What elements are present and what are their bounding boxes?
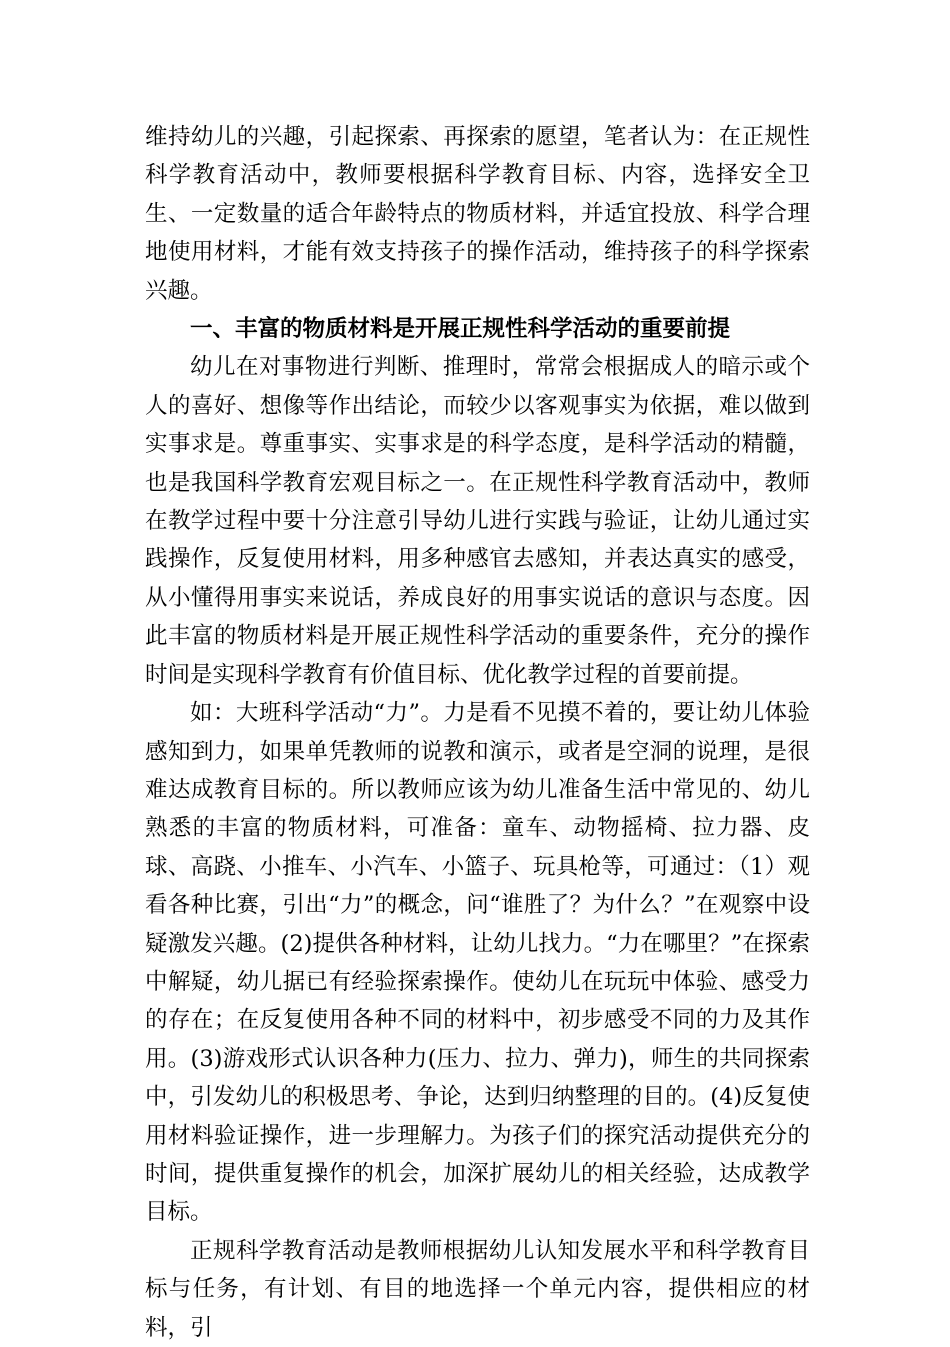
- body-paragraph-continuation: 维持幼儿的兴趣，引起探索、再探索的愿望，笔者认为：在正规性科学教育活动中，教师要根据科学教育目标、内容，选择安全卫生、一定数量的适合年龄特点的物质材料，并适宜投放、科学合理地使用材料，才能有效支持孩子的操作活动，维持孩子的科学探索兴趣。: [145, 124, 810, 304]
- body-paragraph: 幼儿在对事物进行判断、推理时，常常会根据成人的暗示或个人的喜好、想像等作出结论，而较少以客观事实为依据，难以做到实事求是。尊重事实、实事求是的科学态度，是科学活动的精髓，也是我国科学教育宏观目标之一。在正规性科学教育活动中，教师在教学过程中要十分注意引导幼儿进行实践与验证，让幼儿通过实践操作，反复使用材料，用多种感官去感知，并表达真实的感受，从小懂得用事实来说话，养成良好的用事实说话的意识与态度。因此丰富的物质材料是开展正规性科学活动的重要条件，充分的操作时间是实现科学教育有价值目标、优化教学过程的首要前提。: [145, 354, 810, 688]
- body-paragraph-example: 如：大班科学活动“力”。力是看不见摸不着的，要让幼儿体验感知到力，如果单凭教师的说教和演示，或者是空洞的说理，是很难达成教育目标的。所以教师应该为幼儿准备生活中常见的、幼儿熟悉的丰富的物质材料，可准备：童车、动物摇椅、拉力器、皮球、高跷、小推车、小汽车、小篮子、玩具枪等，可通过：（1）观看各种比赛，引出“力”的概念，问“谁胜了？为什么？”在观察中设疑激发兴趣。(2)提供各种材料，让幼儿找力。“力在哪里？”在探索中解疑，幼儿据已有经验探索操作。使幼儿在玩玩中体验、感受力的存在；在反复使用各种不同的材料中，初步感受不同的力及其作用。(3)游戏形式认识各种力(压力、拉力、弹力)，师生的共同探索中，引发幼儿的积极思考、争论，达到归纳整理的目的。(4)反复使用材料验证操作，进一步理解力。为孩子们的探究活动提供充分的时间，提供重复操作的机会，加深扩展幼儿的相关经验，达成教学目标。: [145, 700, 810, 1226]
- body-paragraph: 正规科学教育活动是教师根据幼儿认知发展水平和科学教育目标与任务，有计划、有目的地选择一个单元内容，提供相应的材料，引: [145, 1237, 810, 1341]
- document-body: [145, 118, 810, 1347]
- section-heading: 一、丰富的物质材料是开展正规性科学活动的重要前提: [190, 316, 731, 343]
